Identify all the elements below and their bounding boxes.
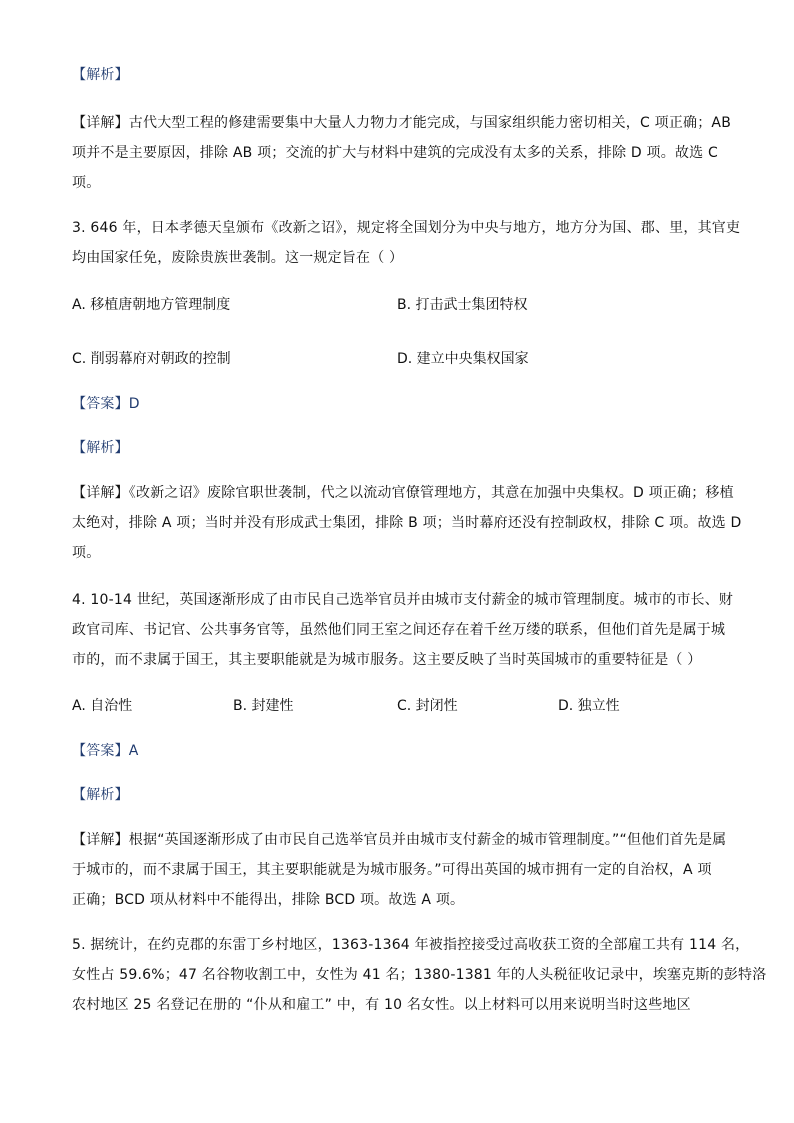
detail-text-line: 【详解】古代大型工程的修建需要集中大量人力物力才能完成，与国家组织能力密切相关，C 项正确；AB [72,115,732,131]
option-a: A. 自治性 [72,698,133,714]
question-stem-line: 均由国家任免，废除贵族世袭制。这一规定旨在（ ） [72,250,404,266]
question-stem-line: 农村地区 25 名登记在册的 “仆从和雇工” 中，有 10 名女性。以上材料可以用来说明当时这些地区 [72,997,691,1013]
analysis-heading: 【解析】 [72,787,129,803]
detail-text-line: 项。 [72,545,101,561]
question-stem-line: 3. 646 年，日本孝德天皇颁布《改新之诏》，规定将全国划分为中央与地方，地方分为国、郡、里，其官吏 [72,220,741,236]
question-stem-line: 政官司库、书记官、公共事务官等，虽然他们同王室之间还存在着千丝万缕的联系，但他们首先是属于城 [72,622,726,638]
detail-text-line: 项并不是主要原因，排除 AB 项；交流的扩大与材料中建筑的完成没有太多的关系，排除 D 项。故选 C [72,145,718,161]
question-stem-line: 5. 据统计，在约克郡的东雷丁乡村地区，1363-1364 年被指控接受过高收获工资的全部雇工共有 114 名， [72,937,750,953]
detail-text-line: 于城市的，而不隶属于国王，其主要职能就是为城市服务。”可得出英国的城市拥有一定的自治权，A 项 [72,862,712,878]
answer-label: 【答案】D [72,396,140,412]
option-a: A. 移植唐朝地方管理制度 [72,297,231,313]
detail-text-line: 项。 [72,175,101,191]
detail-text-line: 【详解】根据“英国逐渐形成了由市民自己选举官员并由城市支付薪金的城市管理制度。”“但他们首先是属 [72,832,727,848]
detail-text-line: 【详解】《改新之诏》废除官职世袭制，代之以流动官僚管理地方，其意在加强中央集权。D 项正确；移植 [72,485,734,501]
question-stem-line: 4. 10-14 世纪，英国逐渐形成了由市民自己选举官员并由城市支付薪金的城市管理制度。城市的市长、财 [72,592,734,608]
analysis-heading: 【解析】 [72,440,129,456]
answer-label: 【答案】A [72,743,139,759]
detail-text-line: 正确；BCD 项从材料中不能得出，排除 BCD 项。故选 A 项。 [72,892,465,908]
option-b: B. 打击武士集团特权 [397,297,528,313]
question-stem-line: 女性占 59.6%；47 名谷物收割工中，女性为 41 名；1380-1381 年的人头税征收记录中，埃塞克斯的彭特洛 [72,967,767,983]
analysis-heading: 【解析】 [72,67,129,83]
option-c: C. 封闭性 [397,698,458,714]
option-d: D. 建立中央集权国家 [397,351,529,367]
option-c: C. 削弱幕府对朝政的控制 [72,351,231,367]
detail-text-line: 太绝对，排除 A 项；当时并没有形成武士集团，排除 B 项；当时幕府还没有控制政权，排除 C 项。故选 D [72,515,742,531]
question-stem-line: 市的，而不隶属于国王，其主要职能就是为城市服务。这主要反映了当时英国城市的重要特征是（ ） [72,652,702,668]
option-d: D. 独立性 [558,698,620,714]
option-b: B. 封建性 [233,698,294,714]
